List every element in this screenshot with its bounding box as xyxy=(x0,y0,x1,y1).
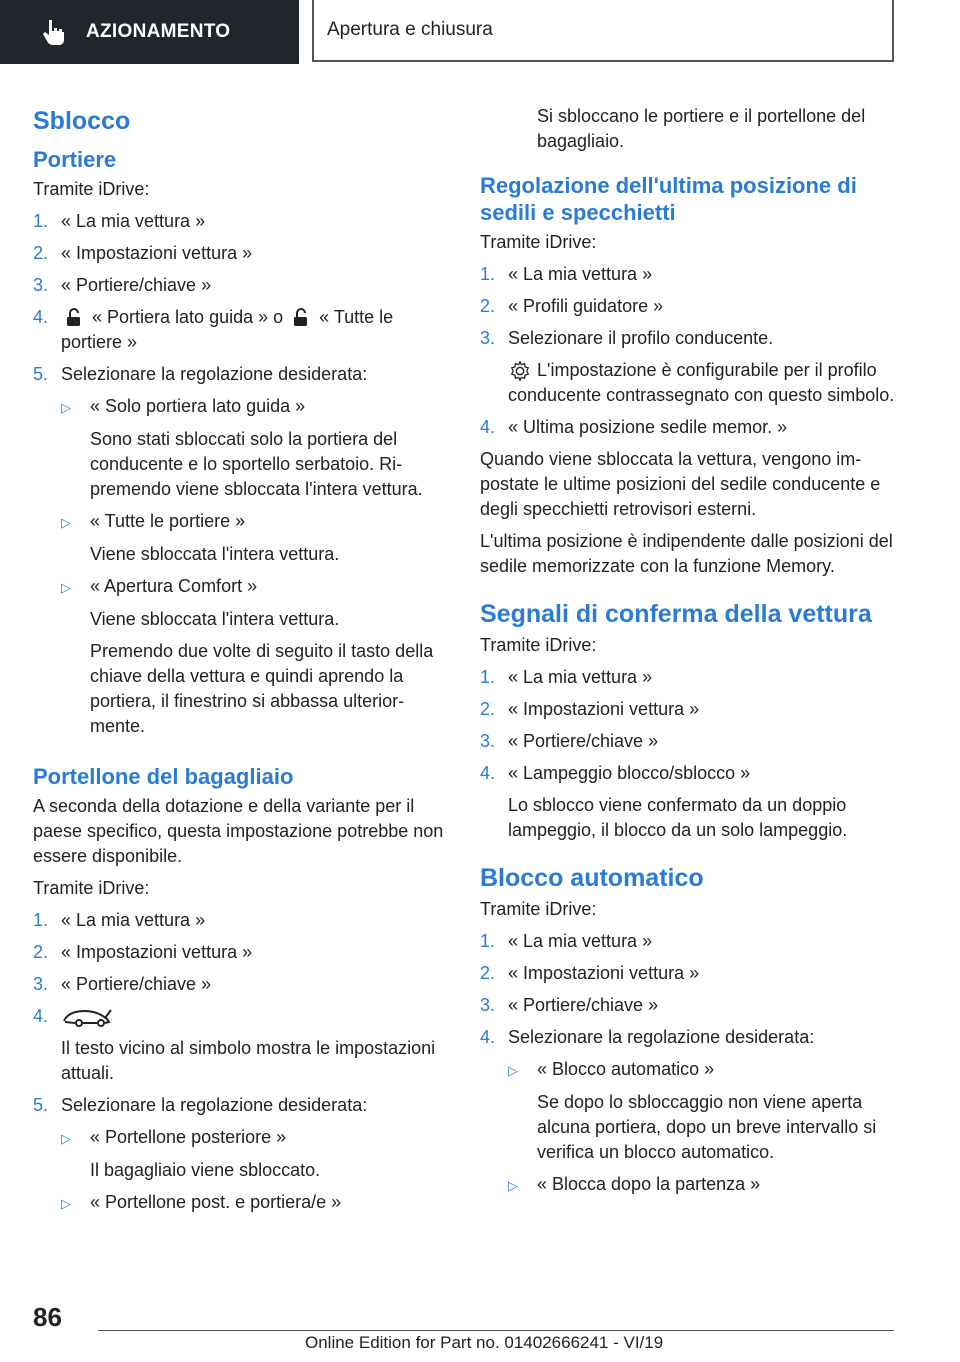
heading-sblocco: Sblocco xyxy=(33,107,131,135)
step-description: L'impostazione è configurabile per il profilo conducente contrassegnato con questo simbolo. xyxy=(508,360,895,405)
option-item: ▷ « Tutte le portiere » xyxy=(61,509,448,535)
option-description: Se dopo lo sbloccaggio non viene aperta alcuna portiera, dopo un breve intervallo si verifica un blocco automatico. xyxy=(537,1092,877,1162)
gear-icon xyxy=(508,360,532,382)
list-item: 3. « Portiere/chiave » xyxy=(33,275,212,295)
list-item: 5. Selezionare la regolazione desiderata: xyxy=(33,1095,368,1115)
list-item: 4. xyxy=(33,1004,448,1029)
list-item: 1. « La mia vettura » xyxy=(33,211,206,231)
doors-intro: Tramite iDrive: xyxy=(33,179,150,199)
list-item: 1. « La mia vettura » xyxy=(480,667,653,687)
triangle-bullet-icon: ▷ xyxy=(61,1196,71,1211)
list-item: 2. « Impostazioni vettura » xyxy=(480,699,700,719)
signals-intro: Tramite iDrive: xyxy=(480,635,597,655)
section-title: AZIONAMENTO xyxy=(86,21,231,42)
list-item: 3. « Portiere/chiave » xyxy=(33,974,212,994)
chapter-tab xyxy=(312,0,894,62)
page-number: 86 xyxy=(33,1302,62,1332)
list-item: 3. « Portiere/chiave » xyxy=(480,995,659,1015)
triangle-bullet-icon: ▷ xyxy=(508,1063,518,1078)
left-column xyxy=(33,98,448,1223)
list-item: 1. « La mia vettura » xyxy=(480,264,653,284)
list-item: 4. « Portiera lato guida » o « Tutte le portiere » xyxy=(33,307,394,352)
step-description: Lo sblocco viene confermato da un doppio lampeggio, il blocco da un solo lampeggio. xyxy=(508,795,848,840)
list-item: 4. Selezionare la regolazione desiderata: xyxy=(480,1027,815,1047)
car-trunk-icon xyxy=(61,1006,113,1028)
list-item: 2. « Impostazioni vettura » xyxy=(480,963,700,983)
option-item: ▷ « Portellone posteriore » xyxy=(61,1125,448,1151)
trunk-intro: Tramite iDrive: xyxy=(33,878,150,898)
list-item: 2. « Profili guidatore » xyxy=(480,296,664,316)
triangle-bullet-icon: ▷ xyxy=(508,1178,518,1193)
footer-divider xyxy=(98,1330,894,1331)
heading-regolazione: Regolazione dell'ultima posizione di sedili e specchietti xyxy=(480,173,857,225)
triangle-bullet-icon: ▷ xyxy=(61,580,71,595)
edition-text: Online Edition for Part no. 01402666241 - VI/19 xyxy=(305,1333,664,1352)
list-item: 1. « La mia vettura » xyxy=(480,931,653,951)
autolock-intro: Tramite iDrive: xyxy=(480,899,597,919)
triangle-bullet-icon: ▷ xyxy=(61,400,71,415)
option-description: Il bagagliaio viene sbloccato. xyxy=(90,1160,321,1180)
option-item: ▷ « Blocca dopo la partenza » xyxy=(508,1172,900,1198)
option-item: ▷ « Portellone post. e portiera/e » xyxy=(61,1190,448,1216)
heading-portellone: Portellone del bagagliaio xyxy=(33,764,294,789)
section-tab xyxy=(0,0,299,64)
unlock-icon xyxy=(61,308,87,328)
list-item: 3. Selezionare il profilo conducente. xyxy=(480,328,774,348)
option-item: ▷ « Blocco automatico » xyxy=(508,1057,900,1083)
list-item: 2. « Impostazioni vettura » xyxy=(33,243,253,263)
step-description: Il testo vicino al simbolo mostra le impostazioni attuali. xyxy=(61,1038,436,1083)
heading-blocco-automatico: Blocco automatico xyxy=(480,864,704,892)
right-column xyxy=(480,104,900,1205)
triangle-bullet-icon: ▷ xyxy=(61,1131,71,1146)
unlock-icon xyxy=(288,308,314,328)
heading-portiere: Portiere xyxy=(33,147,117,172)
option-item: ▷ « Solo portiera lato guida » xyxy=(61,394,448,420)
list-item: 2. « Impostazioni vettura » xyxy=(33,942,253,962)
triangle-bullet-icon: ▷ xyxy=(61,515,71,530)
trunk-note: A seconda della dotazione e della variante per il paese specifico, questa impostazione potrebbe non essere disponibile. xyxy=(33,796,444,866)
heading-segnali: Segnali di conferma della vettura xyxy=(480,600,872,628)
seats-paragraph: L'ultima posizione è indipendente dalle posizioni del sedile memorizzate con la funzione Memory. xyxy=(480,531,893,576)
option-description: Sono stati sbloccati solo la portiera del conducente e lo sportello serbatoio. Ripremendo viene sbloccata l'intera vettura. xyxy=(90,429,423,499)
list-item: 4. « Lampeggio blocco/sblocco » xyxy=(480,763,751,783)
list-item: 4. « Ultima posizione sedile memor. » xyxy=(480,417,788,437)
option-description: Si sbloccano le portiere e il portellone del bagagliaio. xyxy=(537,106,866,151)
list-item: 1. « La mia vettura » xyxy=(33,910,206,930)
hand-pointer-icon xyxy=(40,17,70,47)
seats-intro: Tramite iDrive: xyxy=(480,232,597,252)
option-item: ▷ « Apertura Comfort » xyxy=(61,574,448,600)
list-item: 5. Selezionare la regolazione desiderata: xyxy=(33,364,368,384)
option-description: Viene sbloccata l'intera vettura. xyxy=(90,544,340,564)
chapter-title: Apertura e chiusura xyxy=(327,19,493,40)
option-description: Viene sbloccata l'intera vettura. xyxy=(90,609,340,629)
list-item: 3. « Portiere/chiave » xyxy=(480,731,659,751)
seats-paragraph: Quando viene sbloccata la vettura, vengono impostate le ultime posizioni del sedile conducente e degli specchietti retrovisori esterni. xyxy=(480,449,881,519)
option-description: Premendo due volte di seguito il tasto della chiave della vettura e quindi aprendo la portiera, il finestrino si abbassa ulteriormente. xyxy=(90,641,434,736)
